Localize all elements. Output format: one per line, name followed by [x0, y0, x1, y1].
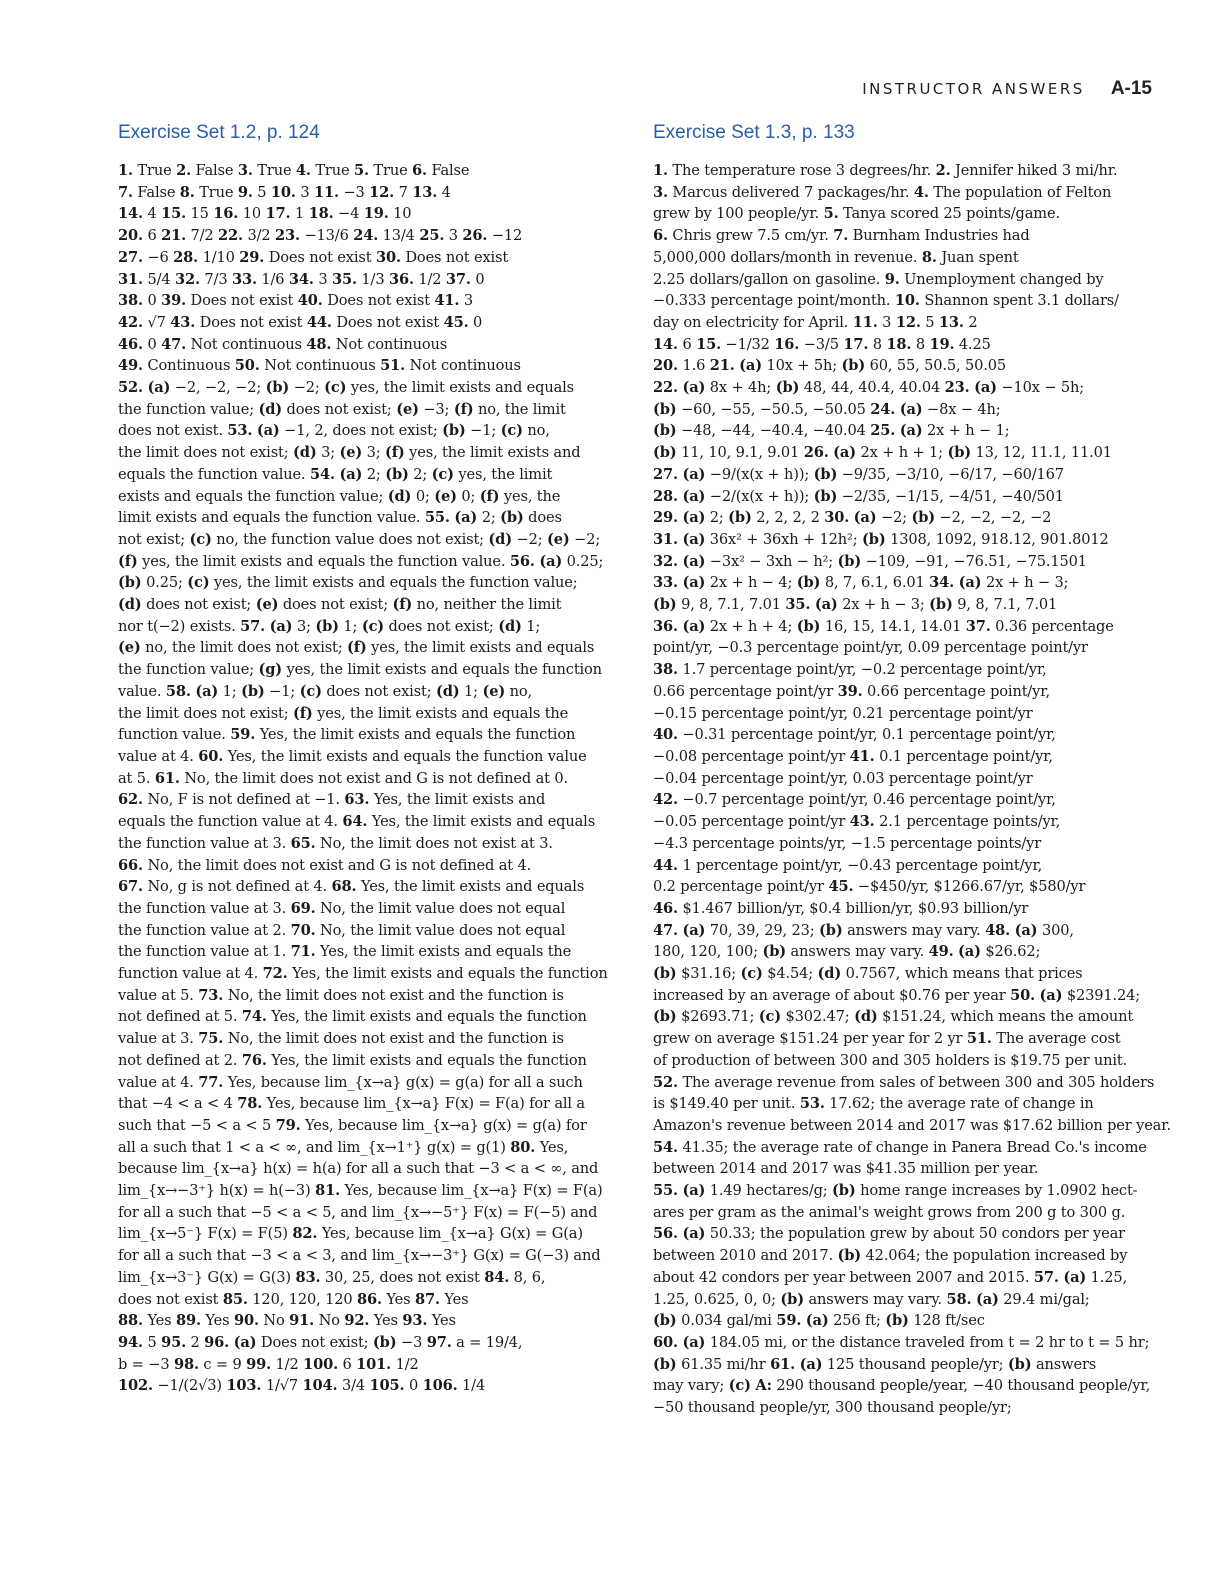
answer-line: 180, 120, 100; (b) answers may vary. 49. (a) $26.62; [653, 943, 1041, 961]
answer-line: 88. Yes 89. Yes 90. No 91. No 92. Yes 93. Yes [118, 1312, 456, 1330]
answer-line: the function value; (d) does not exist; (e) −3; (f) no, the limit [118, 400, 566, 418]
page-number: A-15 [1110, 78, 1152, 99]
answer-line: between 2010 and 2017. (b) 42.064; the population increased by [653, 1247, 1128, 1265]
answer-line: equals the function value. 54. (a) 2; (b) 2; (c) yes, the limit [118, 465, 553, 483]
answer-line: value at 3. 75. No, the limit does not exist and the function is [118, 1030, 564, 1048]
answer-line: 14. 6 15. −1/32 16. −3/5 17. 8 18. 8 19. 4.25 [653, 335, 991, 353]
answer-line: −0.08 percentage point/yr 41. 0.1 percentage point/yr, [653, 747, 1053, 765]
answer-line: function value. 59. Yes, the limit exists and equals the function [118, 726, 576, 744]
answer-line: such that −5 < a < 5 79. Yes, because lim_{x→a} g(x) = g(a) for [118, 1116, 587, 1134]
answer-line: exists and equals the function value; (d) 0; (e) 0; (f) yes, the [118, 487, 561, 505]
answer-line: 54. 41.35; the average rate of change in Panera Bread Co.'s income [653, 1138, 1147, 1156]
answer-line: value at 4. 77. Yes, because lim_{x→a} g(x) = g(a) for all a such [118, 1073, 583, 1091]
answer-line: limit exists and equals the function value. 55. (a) 2; (b) does [118, 509, 562, 527]
answer-line: not defined at 2. 76. Yes, the limit exists and equals the function [118, 1051, 587, 1069]
answer-line: 102. −1/(2√3) 103. 1/√7 104. 3/4 105. 0 106. 1/4 [118, 1377, 486, 1395]
answer-line: the function value at 2. 70. No, the limit value does not equal [118, 921, 566, 939]
answer-line: 28. (a) −2/(x(x + h)); (b) −2/35, −1/15, −4/51, −40/501 [653, 487, 1064, 505]
answer-line: 94. 5 95. 2 96. (a) Does not exist; (b) −3 97. a = 19/4, [118, 1333, 523, 1351]
right-column [653, 122, 1171, 1419]
answer-line: −0.04 percentage point/yr, 0.03 percentage point/yr [653, 769, 1033, 787]
answer-line: 47. (a) 70, 39, 29, 23; (b) answers may vary. 48. (a) 300, [653, 921, 1074, 939]
answer-line: (b) $31.16; (c) $4.54; (d) 0.7567, which means that prices [653, 965, 1083, 983]
answer-line: ares per gram as the animal's weight grows from 200 g to 300 g. [653, 1203, 1126, 1221]
answer-line: 27. (a) −9/(x(x + h)); (b) −9/35, −3/10, −6/17, −60/167 [653, 465, 1064, 483]
answer-line: not exist; (c) no, the function value does not exist; (d) −2; (e) −2; [118, 530, 601, 548]
answer-line: point/yr, −0.3 percentage point/yr, 0.09 percentage point/yr [653, 639, 1088, 657]
answer-line: 31. 5/4 32. 7/3 33. 1/6 34. 3 35. 1/3 36. 1/2 37. 0 [118, 270, 485, 288]
answer-line: 20. 1.6 21. (a) 10x + 5h; (b) 60, 55, 50.5, 50.05 [653, 357, 1006, 375]
left-column [118, 122, 618, 1397]
answer-line: because lim_{x→a} h(x) = h(a) for all a such that −3 < a < ∞, and [118, 1160, 599, 1178]
answer-line: 62. No, F is not defined at −1. 63. Yes, the limit exists and [118, 791, 546, 809]
answer-line: 66. No, the limit does not exist and G is not defined at 4. [118, 856, 532, 874]
answer-line: (b) 11, 10, 9.1, 9.01 26. (a) 2x + h + 1; (b) 13, 12, 11.1, 11.01 [653, 444, 1112, 462]
answer-line: (d) does not exist; (e) does not exist; (f) no, neither the limit [118, 596, 562, 614]
answer-line: 55. (a) 1.49 hectares/g; (b) home range increases by 1.0902 hect- [653, 1182, 1138, 1200]
answer-line: does not exist. 53. (a) −1, 2, does not exist; (b) −1; (c) no, [118, 422, 550, 440]
answer-line: does not exist 85. 120, 120, 120 86. Yes 87. Yes [118, 1290, 469, 1308]
answer-line: equals the function value at 4. 64. Yes, the limit exists and equals [118, 813, 596, 831]
answer-line: 14. 4 15. 15 16. 10 17. 1 18. −4 19. 10 [118, 205, 412, 223]
answer-line: value. 58. (a) 1; (b) −1; (c) does not exist; (d) 1; (e) no, [118, 682, 532, 700]
answer-line: 32. (a) −3x² − 3xh − h²; (b) −109, −91, −76.51, −75.1501 [653, 552, 1087, 570]
answer-line: the limit does not exist; (d) 3; (e) 3; (f) yes, the limit exists and [118, 444, 581, 462]
answer-line: for all a such that −5 < a < 5, and lim_{x→−5⁺} F(x) = F(−5) and [118, 1203, 598, 1221]
answer-line: 7. False 8. True 9. 5 10. 3 11. −3 12. 7 13. 4 [118, 183, 451, 201]
answer-line: Amazon's revenue between 2014 and 2017 was $17.62 billion per year. [653, 1116, 1171, 1134]
answer-line: lim_{x→−3⁺} h(x) = h(−3) 81. Yes, because lim_{x→a} F(x) = F(a) [118, 1182, 603, 1200]
answers-1-3 [653, 160, 1171, 1419]
answer-line: is $149.40 per unit. 53. 17.62; the average rate of change in [653, 1095, 1094, 1113]
answer-line: (b) 0.25; (c) yes, the limit exists and equals the function value; [118, 574, 578, 592]
answer-line: 36. (a) 2x + h + 4; (b) 16, 15, 14.1, 14.01 37. 0.36 percentage [653, 617, 1114, 635]
answer-line: −0.333 percentage point/month. 10. Shannon spent 3.1 dollars/ [653, 292, 1119, 310]
answer-line: the function value at 1. 71. Yes, the limit exists and equals the [118, 943, 572, 961]
answer-line: −0.15 percentage point/yr, 0.21 percentage point/yr [653, 704, 1033, 722]
answer-line: grew by 100 people/yr. 5. Tanya scored 25 points/game. [653, 205, 1060, 223]
answer-line: between 2014 and 2017 was $41.35 million per year. [653, 1160, 1039, 1178]
answer-line: 6. Chris grew 7.5 cm/yr. 7. Burnham Industries had [653, 227, 1030, 245]
answer-line: 3. Marcus delivered 7 packages/hr. 4. The population of Felton [653, 183, 1112, 201]
answer-line: 38. 0 39. Does not exist 40. Does not exist 41. 3 [118, 292, 473, 310]
answer-line: function value at 4. 72. Yes, the limit exists and equals the function [118, 965, 608, 983]
answer-line: (b) 0.034 gal/mi 59. (a) 256 ft; (b) 128 ft/sec [653, 1312, 985, 1330]
answer-line: increased by an average of about $0.76 per year 50. (a) $2391.24; [653, 986, 1141, 1004]
answer-line: the limit does not exist; (f) yes, the limit exists and equals the [118, 704, 569, 722]
answer-line: 42. √7 43. Does not exist 44. Does not exist 45. 0 [118, 313, 483, 331]
answer-line: day on electricity for April. 11. 3 12. 5 13. 2 [653, 313, 978, 331]
running-title: INSTRUCTOR ANSWERS [862, 80, 1085, 98]
answer-line: 60. (a) 184.05 mi, or the distance traveled from t = 2 hr to t = 5 hr; [653, 1333, 1150, 1351]
answer-line: 67. No, g is not defined at 4. 68. Yes, the limit exists and equals [118, 878, 585, 896]
answer-line: lim_{x→3⁻} G(x) = G(3) 83. 30, 25, does not exist 84. 8, 6, [118, 1268, 546, 1286]
answers-1-2 [118, 160, 618, 1397]
answer-line: about 42 condors per year between 2007 and 2015. 57. (a) 1.25, [653, 1268, 1128, 1286]
answer-line: nor t(−2) exists. 57. (a) 3; (b) 1; (c) does not exist; (d) 1; [118, 617, 541, 635]
answer-line: 0.2 percentage point/yr 45. −$450/yr, $1266.67/yr, $580/yr [653, 878, 1086, 896]
answer-line: 1. True 2. False 3. True 4. True 5. True 6. False [118, 162, 470, 179]
answer-line: (b) 9, 8, 7.1, 7.01 35. (a) 2x + h − 3; (b) 9, 8, 7.1, 7.01 [653, 596, 1058, 614]
answer-line: 22. (a) 8x + 4h; (b) 48, 44, 40.4, 40.04 23. (a) −10x − 5h; [653, 379, 1085, 397]
answer-line: (b) −48, −44, −40.4, −40.04 25. (a) 2x + h − 1; [653, 422, 1010, 440]
answer-line: 1.25, 0.625, 0, 0; (b) answers may vary. 58. (a) 29.4 mi/gal; [653, 1290, 1090, 1308]
answer-line: 38. 1.7 percentage point/yr, −0.2 percentage point/yr, [653, 661, 1047, 679]
answer-line: 27. −6 28. 1/10 29. Does not exist 30. Does not exist [118, 248, 509, 266]
answer-line: b = −3 98. c = 9 99. 1/2 100. 6 101. 1/2 [118, 1355, 419, 1373]
answer-line: 46. 0 47. Not continuous 48. Not continuous [118, 335, 448, 353]
answer-line: 1. The temperature rose 3 degrees/hr. 2. Jennifer hiked 3 mi/hr. [653, 162, 1118, 179]
answer-line: 40. −0.31 percentage point/yr, 0.1 percentage point/yr, [653, 726, 1056, 744]
answer-line: 44. 1 percentage point/yr, −0.43 percentage point/yr, [653, 856, 1043, 874]
answer-line: of production of between 300 and 305 holders is $19.75 per unit. [653, 1051, 1128, 1069]
answer-line: 56. (a) 50.33; the population grew by about 50 condors per year [653, 1225, 1125, 1243]
answer-line: 5,000,000 dollars/month in revenue. 8. Juan spent [653, 248, 1019, 266]
answer-line: the function value at 3. 65. No, the limit does not exist at 3. [118, 834, 553, 852]
answer-line: that −4 < a < 4 78. Yes, because lim_{x→a} F(x) = F(a) for all a [118, 1095, 585, 1113]
answer-line: (f) yes, the limit exists and equals the function value. 56. (a) 0.25; [118, 552, 604, 570]
answer-line: lim_{x→5⁻} F(x) = F(5) 82. Yes, because lim_{x→a} G(x) = G(a) [118, 1225, 583, 1243]
answer-line: (b) 61.35 mi/hr 61. (a) 125 thousand people/yr; (b) answers [653, 1355, 1097, 1373]
answer-line: 29. (a) 2; (b) 2, 2, 2, 2 30. (a) −2; (b) −2, −2, −2, −2 [653, 509, 1052, 527]
answer-line: 46. $1.467 billion/yr, $0.4 billion/yr, $0.93 billion/yr [653, 899, 1029, 917]
answer-line: 52. (a) −2, −2, −2; (b) −2; (c) yes, the limit exists and equals [118, 379, 574, 397]
answer-line: value at 4. 60. Yes, the limit exists and equals the function value [118, 747, 587, 765]
answer-line: (b) −60, −55, −50.5, −50.05 24. (a) −8x − 4h; [653, 400, 1001, 418]
answer-line: (b) $2693.71; (c) $302.47; (d) $151.24, which means the amount [653, 1008, 1134, 1026]
answer-line: at 5. 61. No, the limit does not exist and G is not defined at 0. [118, 769, 568, 787]
answer-line: for all a such that −3 < a < 3, and lim_{x→−3⁺} G(x) = G(−3) and [118, 1247, 601, 1265]
answer-line: 20. 6 21. 7/2 22. 3/2 23. −13/6 24. 13/4 25. 3 26. −12 [118, 227, 523, 245]
answer-line: 42. −0.7 percentage point/yr, 0.46 percentage point/yr, [653, 791, 1056, 809]
section-title-1-2: Exercise Set 1.2, p. 124 [118, 122, 320, 143]
answer-line: not defined at 5. 74. Yes, the limit exists and equals the function [118, 1008, 587, 1026]
answer-line: 33. (a) 2x + h − 4; (b) 8, 7, 6.1, 6.01 34. (a) 2x + h − 3; [653, 574, 1069, 592]
section-title-1-3: Exercise Set 1.3, p. 133 [653, 122, 855, 143]
answer-line: the function value; (g) yes, the limit exists and equals the function [118, 661, 602, 679]
answer-line: 52. The average revenue from sales of between 300 and 305 holders [653, 1073, 1155, 1091]
answer-line: −0.05 percentage point/yr 43. 2.1 percentage points/yr, [653, 813, 1061, 831]
answer-line: (e) no, the limit does not exist; (f) yes, the limit exists and equals [118, 639, 595, 657]
answer-line: the function value at 3. 69. No, the limit value does not equal [118, 899, 566, 917]
answer-line: 49. Continuous 50. Not continuous 51. Not continuous [118, 357, 521, 375]
answer-line: −50 thousand people/yr, 300 thousand people/yr; [653, 1399, 1012, 1417]
answer-line: grew on average $151.24 per year for 2 yr 51. The average cost [653, 1030, 1121, 1048]
answer-line: all a such that 1 < a < ∞, and lim_{x→1⁺} g(x) = g(1) 80. Yes, [118, 1138, 569, 1156]
answer-line: 0.66 percentage point/yr 39. 0.66 percentage point/yr, [653, 682, 1050, 700]
answer-line: 2.25 dollars/gallon on gasoline. 9. Unemployment changed by [653, 270, 1104, 288]
answer-line: −4.3 percentage points/yr, −1.5 percentage points/yr [653, 834, 1042, 852]
running-head [0, 78, 1152, 100]
answer-line: 31. (a) 36x² + 36xh + 12h²; (b) 1308, 1092, 918.12, 901.8012 [653, 530, 1109, 548]
answer-line: value at 5. 73. No, the limit does not exist and the function is [118, 986, 564, 1004]
answer-line: may vary; (c) A: 290 thousand people/year, −40 thousand people/yr, [653, 1377, 1151, 1395]
